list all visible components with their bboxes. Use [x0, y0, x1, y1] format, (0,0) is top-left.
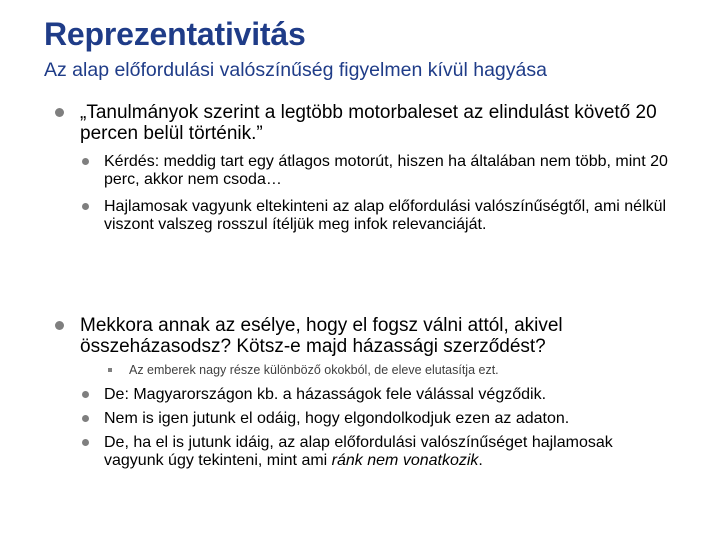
sub-bullet-text-prefix: De, ha el is jutunk idáig, az alap előfordulási valószínűséget hajlamosak vagyunk úgy tekinteni, mint ami [104, 434, 613, 469]
bullet-item-2 [80, 315, 680, 357]
bullet-text: Mekkora annak az esélye, hogy el fogsz válni attól, akivel összeházasodsz? Kötsz-e majd házassági szerződést? [80, 315, 563, 357]
sub-bullet-item-1-2 [104, 198, 674, 234]
note-text: Az emberek nagy része különböző okokból, de eleve elutasítja ezt. [129, 363, 499, 377]
bullet-dot-icon [82, 158, 89, 165]
bullet-text: „Tanulmányok szerint a legtöbb motorbaleset az elindulást követő 20 percen belül történik.” [80, 102, 657, 144]
sub-bullet-item-2-2 [104, 410, 674, 428]
sub-bullet-item-2-1 [104, 386, 674, 404]
bullet-dot-icon [82, 203, 89, 210]
bullet-dot-icon [55, 108, 64, 117]
sub-bullet-text-emphasis: ránk nem vonatkozik [331, 452, 479, 469]
slide-title: Reprezentativitás [44, 16, 306, 52]
slide-subtitle: Az alap előfordulási valószínűség figyelmen kívül hagyása [44, 59, 547, 81]
note-bullet-item [129, 363, 669, 377]
bullet-item-1 [80, 102, 680, 144]
sub-bullet-text: Hajlamosak vagyunk eltekinteni az alap előfordulási valószínűségtől, ami nélkül viszont valszeg rosszul ítéljük meg infok relevanciáját. [104, 198, 667, 233]
sub-bullet-text-suffix: . [478, 452, 483, 469]
bullet-dot-icon [82, 391, 89, 398]
bullet-dot-icon [82, 439, 89, 446]
sub-bullet-text: Nem is igen jutunk el odáig, hogy elgondolkodjuk ezen az adaton. [104, 410, 570, 427]
bullet-dot-icon [82, 415, 89, 422]
sub-bullet-item-2-3 [104, 434, 674, 470]
bullet-dot-icon [55, 321, 64, 330]
sub-bullet-item-1-1 [104, 153, 674, 189]
sub-bullet-text: De: Magyarországon kb. a házasságok fele válással végződik. [104, 386, 547, 403]
square-bullet-icon [108, 368, 112, 372]
sub-bullet-text: Kérdés: meddig tart egy átlagos motorút, hiszen ha általában nem több, mint 20 perc, akkor nem csoda… [104, 153, 668, 188]
